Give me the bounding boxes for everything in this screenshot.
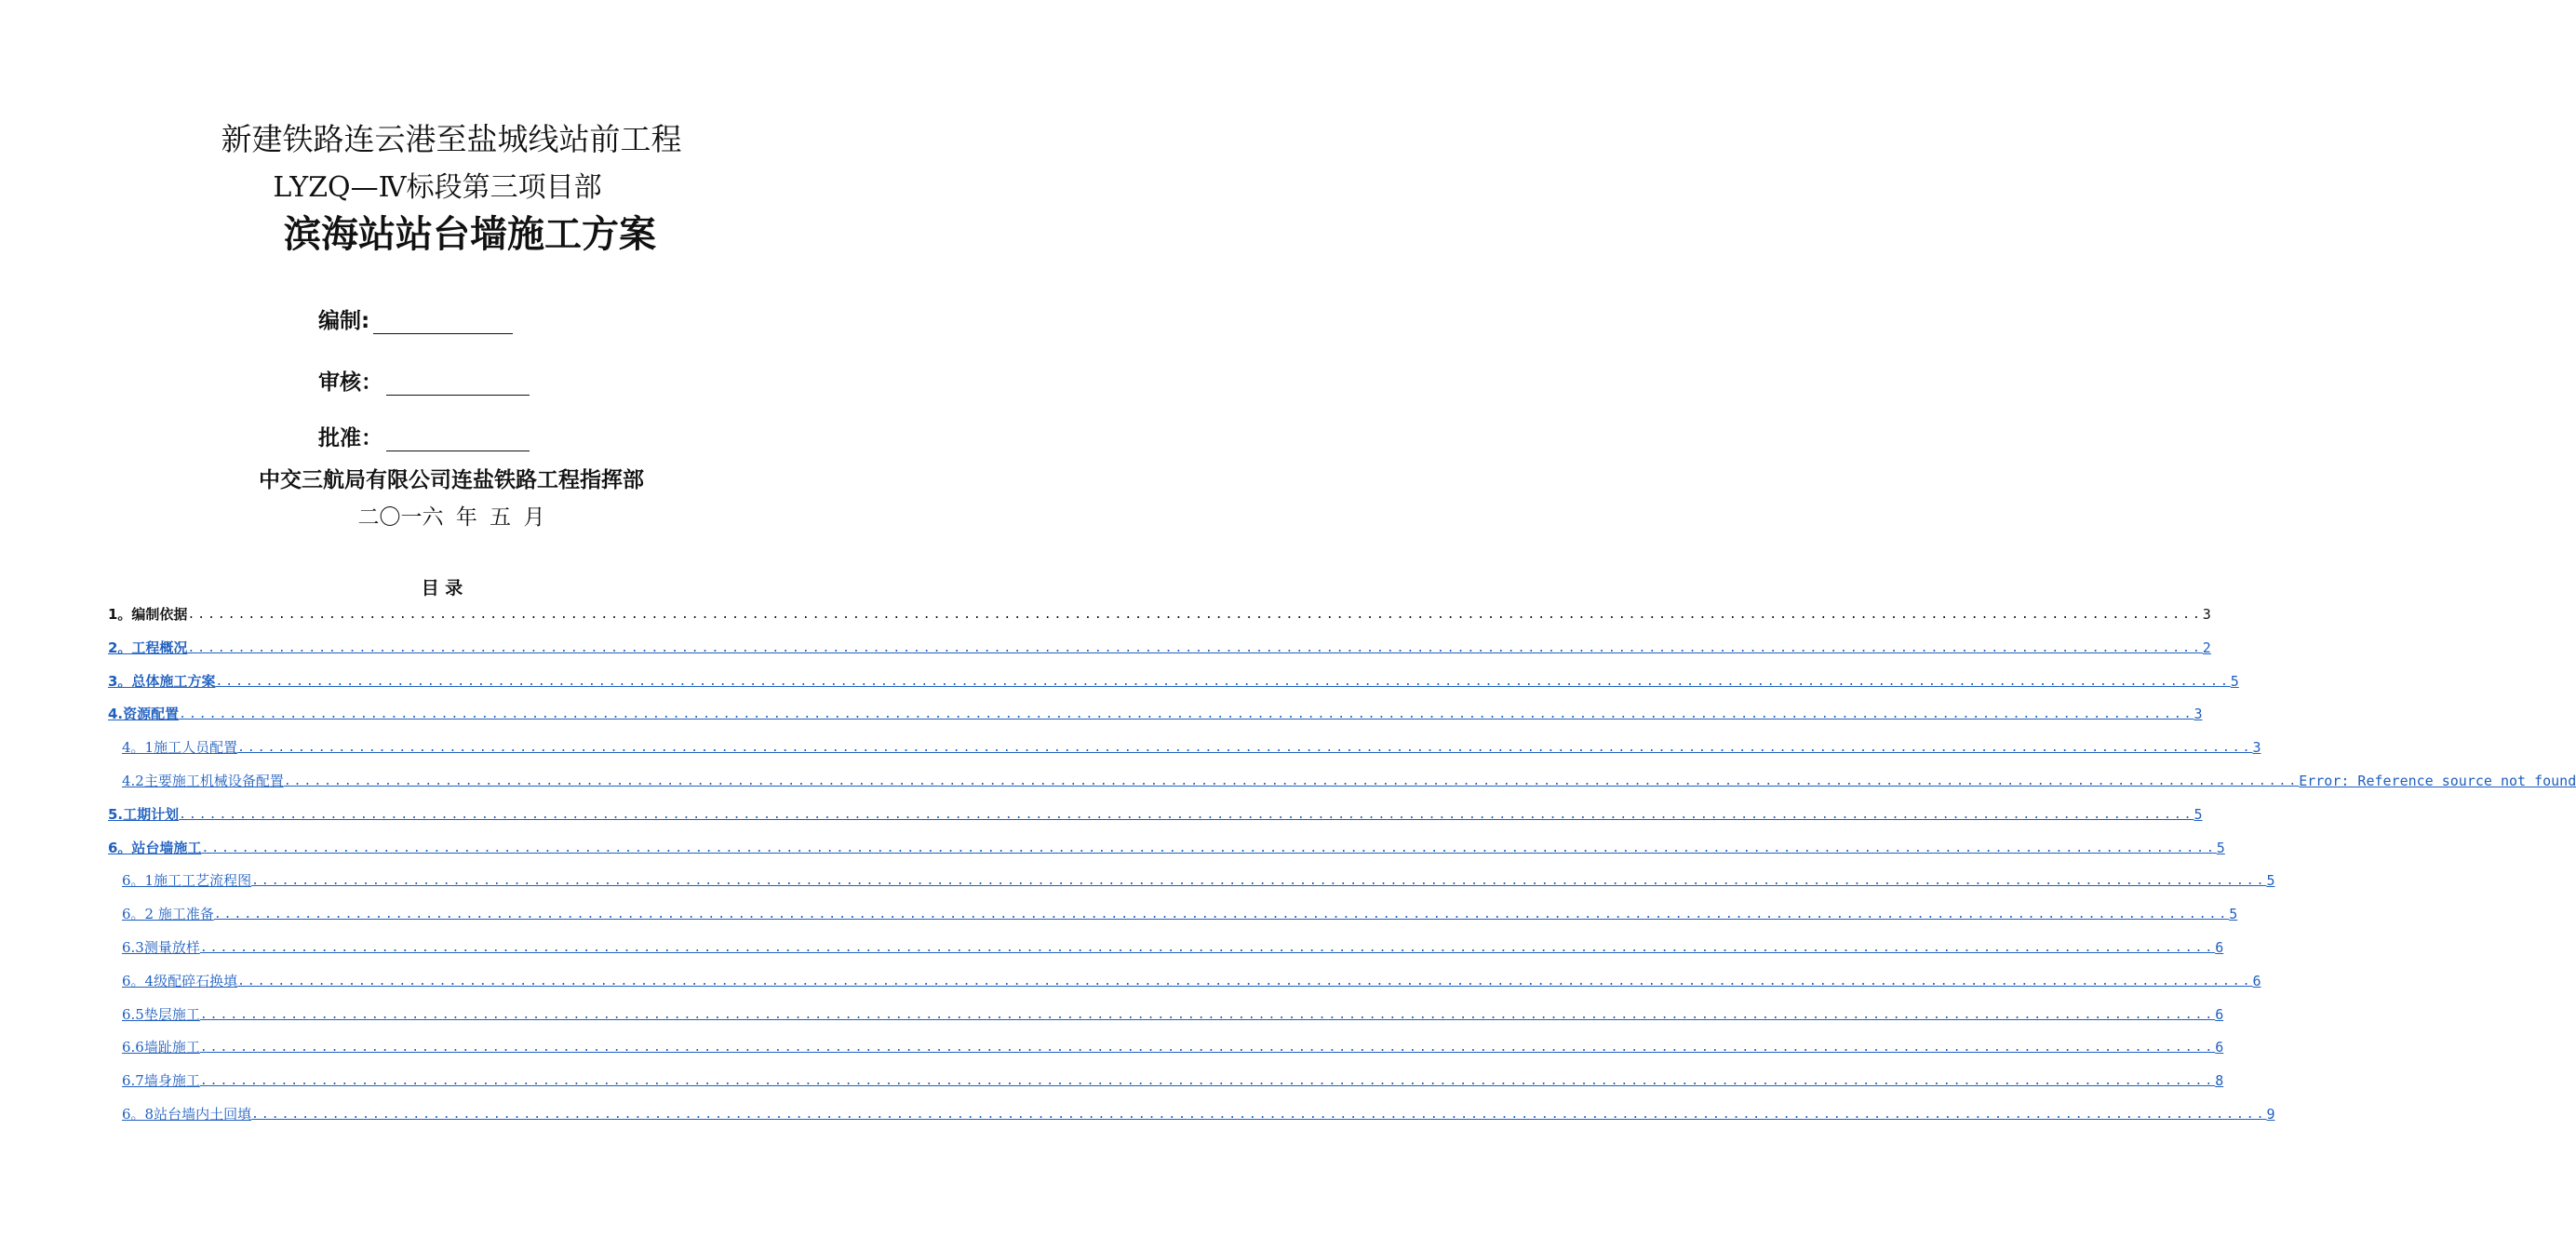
toc-entry-label: 6。4级配碎石换填 — [122, 973, 238, 989]
toc-entry[interactable] — [122, 736, 2261, 757]
toc-entry-page: 6 — [2215, 1006, 2224, 1023]
document-date: 二〇一六 年 五 月 — [357, 505, 545, 530]
toc-entry-label: 2。工程概况 — [108, 639, 188, 656]
toc-entry[interactable] — [122, 903, 2238, 923]
toc-entry-label: 6.5垫层施工 — [122, 1006, 200, 1023]
toc-entry-label: 3。总体施工方案 — [108, 673, 216, 690]
toc-entry[interactable] — [122, 1003, 2224, 1024]
toc-entry-label: 4.资源配置 — [108, 706, 180, 722]
toc-entry-page: 6 — [2215, 939, 2224, 956]
section-title — [0, 169, 884, 207]
toc-entry-page: 5 — [2266, 872, 2275, 889]
signature-approve — [318, 421, 530, 451]
toc-entry[interactable] — [108, 703, 2203, 723]
toc-entry-label: 6。1施工工艺流程图 — [122, 872, 252, 889]
toc-leader-dots: ........................................................................................................................................................................................................ — [199, 1008, 2216, 1022]
toc-entry-page: 5 — [2216, 840, 2225, 856]
toc-entry[interactable] — [108, 637, 2211, 657]
toc-entry-page: 5 — [2230, 673, 2239, 690]
toc-leader-dots: ........................................................................................................................................................................................................ — [283, 774, 2300, 788]
toc-entry-label: 6.7墙身施工 — [122, 1072, 200, 1089]
organization: 中交三航局有限公司连盐铁路工程指挥部 — [259, 468, 644, 492]
toc-leader-dots: ........................................................................................................................................................................................................ — [251, 874, 2267, 888]
toc-entry-page: 6 — [2215, 1039, 2224, 1056]
toc-leader-dots: ........................................................................................................................................................................................................ — [199, 1074, 2216, 1088]
toc-entry-label: 4。1施工人员配置 — [122, 739, 238, 756]
toc-leader-dots: ........................................................................................................................................................................................................ — [237, 975, 2253, 989]
toc-title: 目 录 — [421, 578, 463, 599]
toc-entry-page: 9 — [2266, 1106, 2275, 1123]
signature-line — [386, 370, 530, 396]
toc-leader-dots: ........................................................................................................................................................................................................ — [199, 1041, 2216, 1055]
signature-line — [373, 309, 513, 334]
toc-entry[interactable] — [108, 803, 2203, 824]
toc-entry-page: 3 — [2252, 739, 2261, 756]
signature-label: 批准： — [318, 426, 382, 451]
toc-entry-page: 8 — [2215, 1072, 2224, 1089]
toc-entry[interactable] — [108, 837, 2225, 857]
toc-entry[interactable] — [108, 670, 2239, 691]
toc-entry[interactable] — [122, 936, 2224, 957]
signature-compile — [318, 303, 513, 334]
signature-line — [386, 426, 530, 451]
toc-entry-page: 5 — [2194, 806, 2203, 823]
signature-review — [318, 365, 530, 396]
toc-entry-label: 4.2主要施工机械设备配置 — [122, 773, 284, 789]
toc-leader-dots: ........................................................................................................................................................................................................ — [215, 675, 2231, 689]
toc-entry[interactable] — [122, 1036, 2224, 1056]
toc-entry-page: Error: Reference source not found — [2299, 773, 2576, 789]
toc-entry[interactable] — [122, 1069, 2224, 1090]
toc-entry-page: 3 — [2194, 706, 2203, 722]
toc-entry[interactable] — [122, 970, 2261, 990]
toc-leader-dots: ........................................................................................................................................................................................................ — [187, 608, 2203, 622]
toc-leader-dots: ........................................................................................................................................................................................................ — [213, 908, 2230, 921]
toc-leader-dots: ........................................................................................................................................................................................................ — [199, 941, 2216, 955]
toc-entry-page: 6 — [2252, 973, 2261, 989]
toc-entry-label: 6。站台墙施工 — [108, 840, 202, 856]
toc-entry-label: 6。2 施工准备 — [122, 906, 214, 922]
toc-leader-dots: ........................................................................................................................................................................................................ — [179, 707, 2194, 721]
signature-label: 编制: — [318, 309, 370, 333]
toc-entry[interactable] — [122, 869, 2275, 890]
toc-entry-page: 3 — [2202, 606, 2211, 623]
toc-entry-page: 5 — [2229, 906, 2238, 922]
toc-entry-label: 6.3测量放样 — [122, 939, 200, 956]
toc-entry-label: 6。8站台墙内土回填 — [122, 1106, 252, 1123]
toc-entry[interactable] — [122, 1103, 2275, 1123]
toc-entry-page: 2 — [2202, 639, 2211, 656]
signature-label: 审核： — [318, 370, 382, 395]
toc-entry[interactable] — [122, 770, 2576, 790]
section-title-text: LYZQ—Ⅳ标段第三项目部 — [273, 171, 602, 204]
toc-leader-dots: ........................................................................................................................................................................................................ — [251, 1108, 2267, 1122]
document-title: 滨海站站台墙施工方案 — [284, 212, 656, 256]
toc-entry-label: 5.工期计划 — [108, 806, 180, 823]
toc-entry — [108, 603, 2211, 624]
toc-entry-label: 1。编制依据 — [108, 606, 188, 623]
toc-leader-dots: ........................................................................................................................................................................................................ — [201, 841, 2217, 855]
toc-leader-dots: ........................................................................................................................................................................................................ — [237, 741, 2253, 755]
project-title: 新建铁路连云港至盐城线站前工程 — [221, 121, 682, 157]
toc-entry-label: 6.6墙趾施工 — [122, 1039, 200, 1056]
toc-leader-dots: ........................................................................................................................................................................................................ — [179, 808, 2194, 822]
toc-leader-dots: ........................................................................................................................................................................................................ — [187, 641, 2203, 655]
